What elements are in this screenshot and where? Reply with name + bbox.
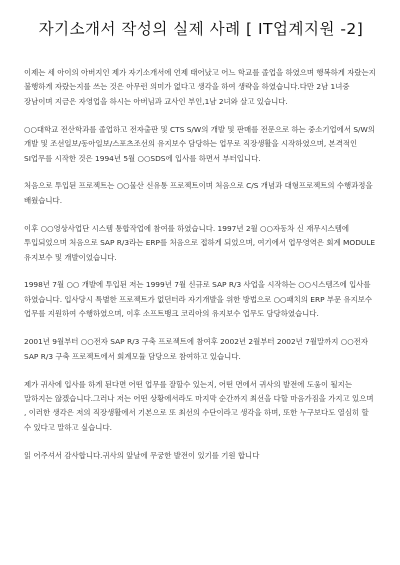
paragraph-commitment: 제가 귀사에 입사를 하게 된다면 어떤 업무를 잘할수 있는지, 어떤 면에서 귀사의 발전에 도움이 될지는 말하지는 않겠습니다.그러나 저는 어떤 상황에서라도 마지막 순간까지 최선을 다할 마음가짐을 가지고 있으며 , 이러한 생각은 저의 직장생활에서 기본으로 또 최선의 수단이라고 생각을 하며, 또한 누구보다도 열심히 할 수 있다고 말하고 싶습니다. [24,379,374,432]
paragraph-1998-career: 1998년 7월 ○○ 개발에 투입된 저는 1999년 7월 신규로 SAP R/3 사업을 시작하는 ○○시스템즈에 입사를 하였습니다. 입사당시 특별한 프로젝트가 없던터라 자기개발을 위한 방법으로 ○○패치의 ERP 부문 유지보수 업무를 지원하여 수행하였으며, 이후 소프트뱅크 코리아의 유지보수 업무도 담당하였습니다. [24,280,373,319]
paragraph-current-project: 2001년 9월부터 ○○전자 SAP R/3 구축 프로젝트에 참여후 2002년 2월부터 2002년 7월말까지 ○○전자 SAP R/3 구축 프로젝트에서 회계모듈 담당으로 참여하고 있습니다. [24,337,368,361]
paragraph-career-start: ○○대학교 전산학과를 졸업하고 전자출판 및 CTS S/W의 개발 및 판매를 전문으로 하는 중소기업에서 S/W의 개발 및 조선일보/동아일보/스포츠조선의 유지보수 담당하는 업무로 직장생활을 시작하였으며, 본격적인 SI업무를 시작한 것은 1994년 5월 ○○SDS에 입사를 하면서 부터입니다. [24,124,375,163]
paragraph-closing: 읽 어주셔서 감사합니다.귀사의 앞날에 무궁한 발전이 있기를 기원 합니다 [24,450,260,460]
paragraph-intro: 이제는 세 아이의 아버지인 제가 자기소개서에 언제 태어났고 어느 학교를 졸업을 하였으며 행복하게 자랐는지 불행하게 자랐는지를 쓰는 것은 아무런 의미가 없다고 생각을 하여 생략을 하였습니다.다만 2남 1녀중 장남이며 지금은 자영업을 하시는 아버님과 교사인 부인,1남 2녀와 살고 있습니다. [24,68,376,106]
paragraph-first-project: 처음으로 투입된 프로젝트는 ○○물산 신유통 프로젝트이며 처음으로 C/S 개념과 대형프로젝트의 수행과정을 배웠습니다. [24,181,373,205]
document-body [24,66,378,463]
paragraph-sap-introduction: 이후 ○○영상사업단 시스템 통합작업에 참여를 하였습니다. 1997년 2월 ○○자동차 신 재무시스템에 투입되었으며 처음으로 SAP R/3라는 ERP를 처음으로 접하게 되었으며, 여기에서 업무영역은 회계 MODULE 유지보수 및 개발이었습니다. [24,223,376,262]
page-title: 자기소개서 작성의 실제 사례 [ IT업계지원 -2] [38,20,364,38]
